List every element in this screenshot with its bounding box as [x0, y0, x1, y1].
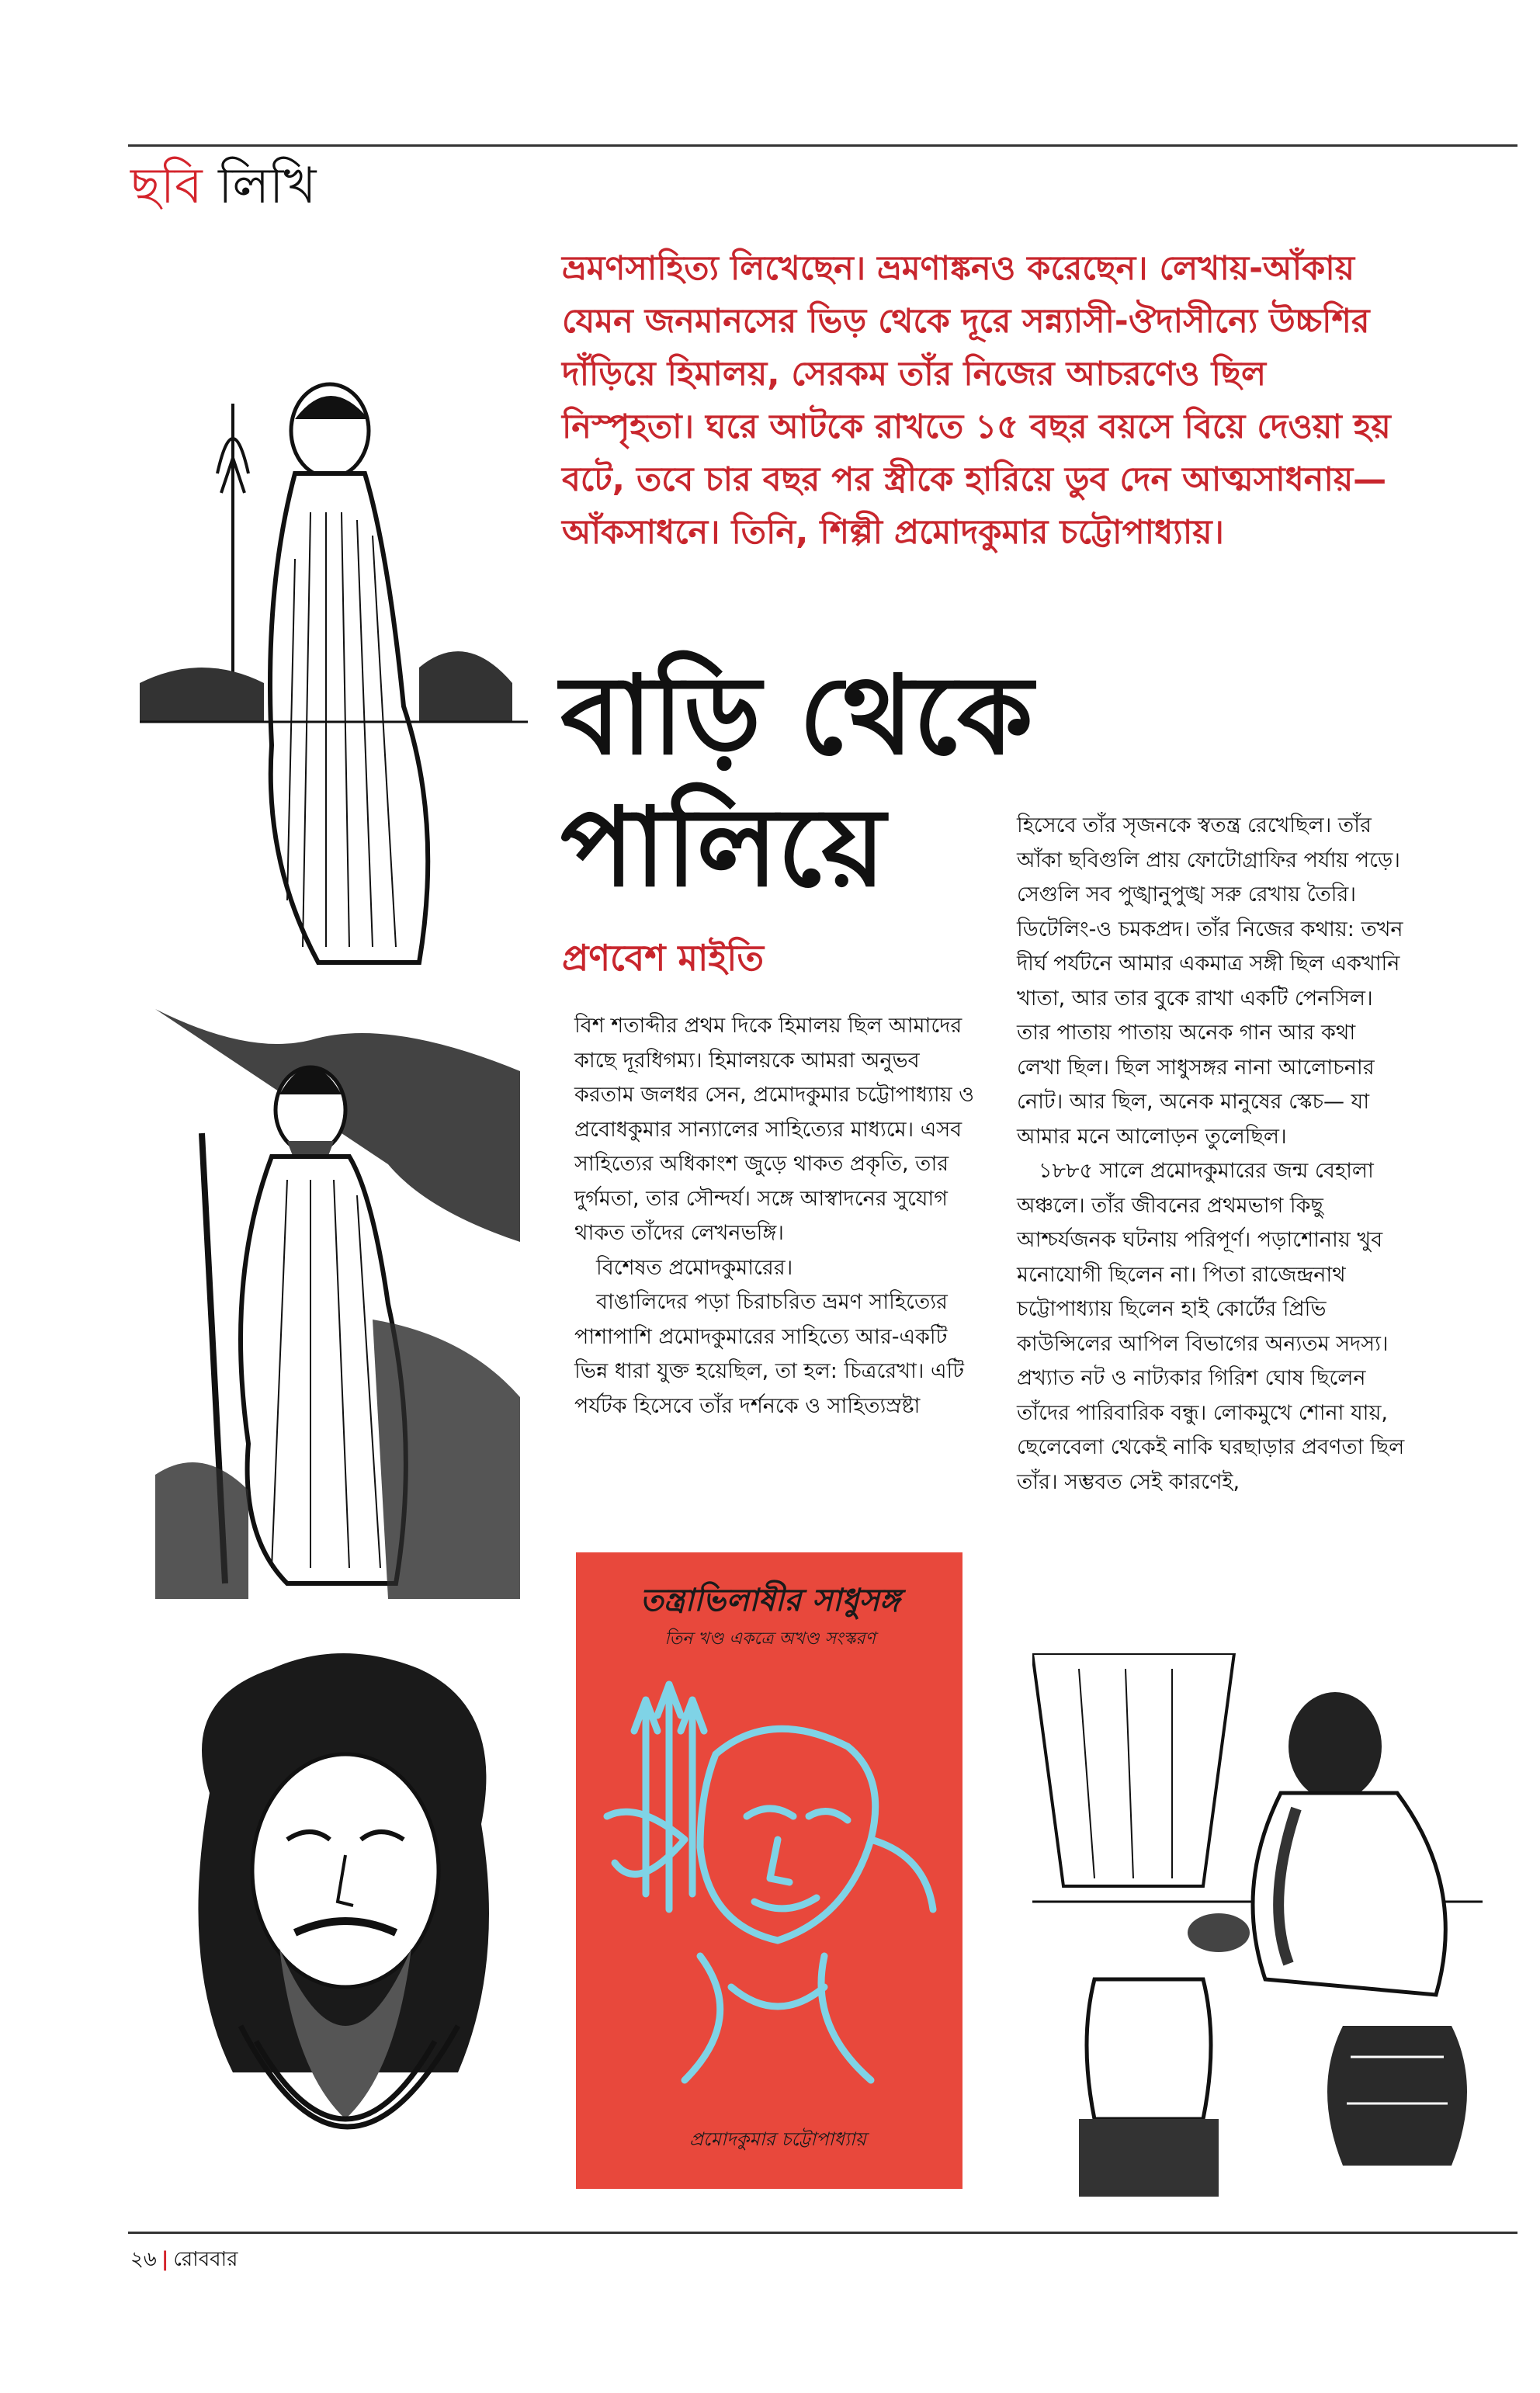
illustration-woman-trident [140, 357, 528, 978]
paragraph: বিশেষত প্রমোদকুমারের। [596, 1255, 793, 1280]
book-cover-art [591, 1661, 949, 2096]
magazine-name: রোববার [173, 2248, 238, 2271]
bottom-rule [128, 2232, 1517, 2234]
top-rule [128, 144, 1517, 147]
book-author: প্রমোদকুমার চট্টোপাধ্যায় [689, 2128, 866, 2150]
footer-separator: | [161, 2248, 169, 2271]
paragraph: বাঙালিদের পড়া চিরাচরিত ভ্রমণ সাহিত্যের পাশাপাশি প্রমোদকুমারের সাহিত্যে আর-একটি ভিন্ন ধারা যুক্ত হয়েছিল, তা হল: চিত্ররেখা। এটি পর্যটক হিসেবে তাঁর দর্শনকে ও সাহিত্যস্রষ্টা [574, 1290, 964, 1418]
book-cover [576, 1552, 962, 2189]
book-subtitle: তিন খণ্ড একত্রে অখণ্ড সংস্করণ [664, 1629, 876, 1649]
paragraph: বিশ শতাব্দীর প্রথম দিকে হিমালয় ছিল আমাদের কাছে দূরধিগম্য। হিমালয়কে আমরা অনুভব করতাম জলধর সেন, প্রমোদকুমার চট্টোপাধ্যায় ও প্রবোধকুমার সান্যালের সাহিত্যের মাধ্যমে। এসব সাহিত্যের অধিকাংশ জুড়ে থাকত প্রকৃতি, তার দুর্গমতা, তার সৌন্দর্য। সঙ্গে আস্বাদনের সুযোগ থাকত তাঁদের লেখনভঙ্গি। [574, 1014, 975, 1245]
section-tag [130, 159, 316, 213]
section-tag-red: ছবি [130, 158, 203, 215]
article-column-right [1017, 809, 1405, 1500]
headline-line-2: পালিয়ে [560, 785, 886, 911]
intro-blurb: ভ্রমণসাহিত্য লিখেছেন। ভ্রমণাঙ্কনও করেছেন। লেখায়-আঁকায় যেমন জনমানসের ভিড় থেকে দূরে সন্ন্যাসী-ঔদাসীন্যে উচ্চশির দাঁড়িয়ে হিমালয়, সেরকম তাঁর নিজের আচরণেও ছিল নিস্পৃহতা। ঘরে আটকে রাখতে ১৫ বছর বয়সে বিয়ে দেওয়া হয় বটে, তবে চার বছর পর স্ত্রীকে হারিয়ে ডুব দেন আত্মসাধনায়— আঁকসাধনে। তিনি, শিল্পী প্রমোদকুমার চট্টোপাধ্যায়। [562, 249, 1391, 552]
section-tag-black: লিখি [218, 158, 317, 215]
book-title: তন্ত্রাভিলাষীর সাধুসঙ্গ [640, 1583, 900, 1618]
article-column-left [574, 1009, 978, 1424]
page-footer [130, 2243, 238, 2277]
byline: প্রণবেশ মাইতি [562, 937, 764, 979]
illustration-sadhu-staff [155, 1009, 520, 1599]
illustration-kneeling-woman [1032, 1653, 1483, 2212]
paragraph: ১৮৮৫ সালে প্রমোদকুমারের জন্ম বেহালা অঞ্চলে। তাঁর জীবনের প্রথমভাগ কিছু আশ্চর্যজনক ঘটনায় পরিপূর্ণ। পড়াশোনায় খুব মনোযোগী ছিলেন না। পিতা রাজেন্দ্রনাথ চট্টোপাধ্যায় ছিলেন হাই কোর্টের প্রিভি কাউন্সিলের আপিল বিভাগের অন্যতম সদস্য। প্রখ্যাত নট ও নাট্যকার গিরিশ ঘোষ ছিলেন তাঁদের পারিবারিক বন্ধু। লোকমুখে শোনা যায়, ছেলেবেলা থেকেই নাকি ঘরছাড়ার প্রবণতা ছিল তাঁর। সম্ভবত সেই কারণেই, [1017, 1159, 1405, 1494]
page-number: ২৬ [130, 2248, 157, 2271]
illustration-sadhu-face [163, 1638, 520, 2197]
paragraph: হিসেবে তাঁর সৃজনকে স্বতন্ত্র রেখেছিল। তাঁর আঁকা ছবিগুলি প্রায় ফোটোগ্রাফির পর্যায় পড়ে। সেগুলি সব পুঙ্খানুপুঙ্খ সরু রেখায় তৈরি। ডিটেলিং-ও চমকপ্রদ। তাঁর নিজের কথায়: তখন দীর্ঘ পর্যটনে আমার একমাত্র সঙ্গী ছিল একখানি খাতা, আর তার বুকে রাখা একটি পেনসিল। তার পাতায় পাতায় অনেক গান আর কথা লেখা ছিল। ছিল সাধুসঙ্গর নানা আলোচনার নোট। আর ছিল, অনেক মানুষের স্কেচ— যা আমার মনে আলোড়ন তুলেছিল। [1017, 813, 1403, 1149]
headline-line-1: বাড়ি থেকে [560, 653, 1033, 779]
